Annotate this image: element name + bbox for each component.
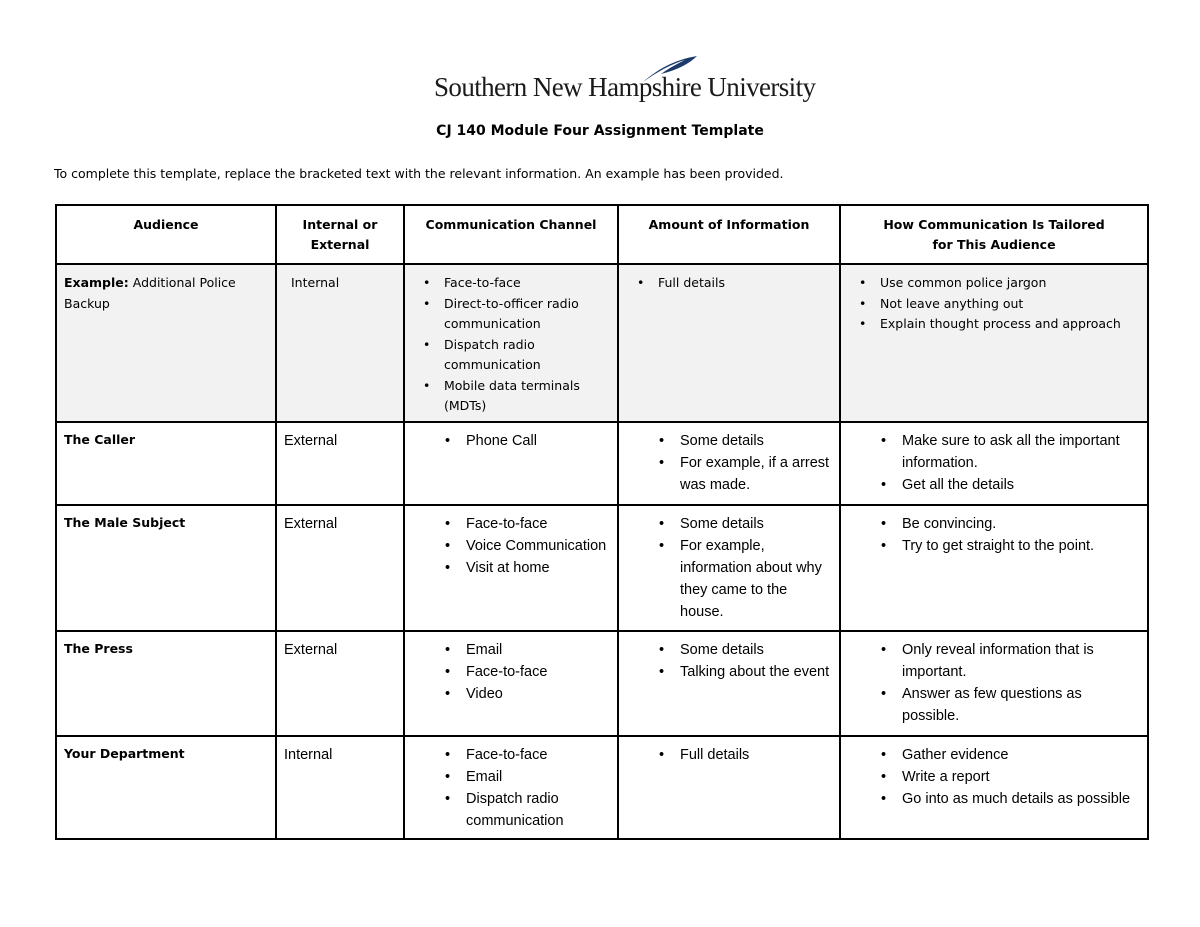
example-label: Example: — [64, 275, 129, 290]
list-item: • Talking about the event — [626, 661, 832, 683]
list-item: • Face-to-face — [412, 513, 610, 535]
list-item: • Not leave anything out — [848, 294, 1140, 315]
list-item: • Direct-to-officer radio communication — [412, 294, 610, 335]
instructions-text: To complete this template, replace the bracketed text with the relevant information. An example has been provided. — [54, 166, 784, 181]
list-item: • Use common police jargon — [848, 273, 1140, 294]
tailored-cell — [840, 505, 1148, 631]
list-item: • Full details — [626, 744, 832, 766]
list-item: • Visit at home — [412, 557, 610, 579]
list-item: • For example, information about why they came to the house. — [626, 535, 832, 623]
example-audience: Additional Police Backup — [64, 275, 236, 311]
list-item: • Email — [412, 766, 610, 788]
list-item: • Gather evidence — [848, 744, 1140, 766]
university-name: Southern New Hampshire University — [434, 72, 816, 102]
list-item: • For example, if a arrest was made. — [626, 452, 832, 496]
list-item: • Video — [412, 683, 610, 705]
list-item: • Phone Call — [412, 430, 610, 452]
type-cell: Internal — [276, 736, 404, 839]
list-item: • Face-to-face — [412, 273, 610, 294]
header-tailored: How Communication Is Tailored for This Audience — [840, 205, 1148, 264]
table-row — [56, 631, 1148, 736]
header-amount: Amount of Information — [618, 205, 840, 264]
tailored-cell — [840, 631, 1148, 736]
type-cell: External — [276, 422, 404, 505]
header-internal-external: Internal or External — [276, 205, 404, 264]
audience-cell: The Caller — [56, 422, 276, 505]
type-cell: External — [276, 631, 404, 736]
list-item: • Go into as much details as possible — [848, 788, 1140, 810]
info-cell — [618, 736, 840, 839]
list-item: • Answer as few questions as possible. — [848, 683, 1140, 727]
info-cell — [618, 631, 840, 736]
example-type-cell: Internal — [276, 264, 404, 422]
table-row — [56, 505, 1148, 631]
list-item: • Try to get straight to the point. — [848, 535, 1140, 557]
list-item: • Dispatch radio communication — [412, 335, 610, 376]
audience-cell: Your Department — [56, 736, 276, 839]
page-title: CJ 140 Module Four Assignment Template — [436, 123, 764, 139]
tailored-cell — [840, 422, 1148, 505]
feather-icon — [639, 54, 699, 84]
list-item: • Make sure to ask all the important information. — [848, 430, 1140, 474]
audience-cell: The Male Subject — [56, 505, 276, 631]
list-item: • Some details — [626, 430, 832, 452]
example-tailored-cell — [840, 264, 1148, 422]
list-item: • Get all the details — [848, 474, 1140, 496]
info-cell — [618, 505, 840, 631]
table-row — [56, 422, 1148, 505]
example-audience-cell — [56, 264, 276, 422]
table-header-row — [56, 205, 1148, 264]
channels-cell — [404, 422, 618, 505]
assignment-table — [55, 204, 1149, 840]
audience-cell: The Press — [56, 631, 276, 736]
example-channels-cell — [404, 264, 618, 422]
example-row — [56, 264, 1148, 422]
list-item: • Some details — [626, 513, 832, 535]
list-item: • Face-to-face — [412, 744, 610, 766]
header-channel: Communication Channel — [404, 205, 618, 264]
example-info-cell — [618, 264, 840, 422]
list-item: • Only reveal information that is important. — [848, 639, 1140, 683]
list-item: • Write a report — [848, 766, 1140, 788]
list-item: • Face-to-face — [412, 661, 610, 683]
channels-cell — [404, 505, 618, 631]
tailored-cell — [840, 736, 1148, 839]
list-item: • Full details — [626, 273, 832, 294]
university-logo — [434, 54, 816, 106]
channels-cell — [404, 736, 618, 839]
table-row — [56, 736, 1148, 839]
list-item: • Mobile data terminals (MDTs) — [412, 376, 610, 417]
header-audience: Audience — [56, 205, 276, 264]
channels-cell — [404, 631, 618, 736]
info-cell — [618, 422, 840, 505]
type-cell: External — [276, 505, 404, 631]
list-item: • Explain thought process and approach — [848, 314, 1140, 335]
list-item: • Email — [412, 639, 610, 661]
list-item: • Dispatch radio communication — [412, 788, 610, 832]
list-item: • Be convincing. — [848, 513, 1140, 535]
list-item: • Some details — [626, 639, 832, 661]
list-item: • Voice Communication — [412, 535, 610, 557]
